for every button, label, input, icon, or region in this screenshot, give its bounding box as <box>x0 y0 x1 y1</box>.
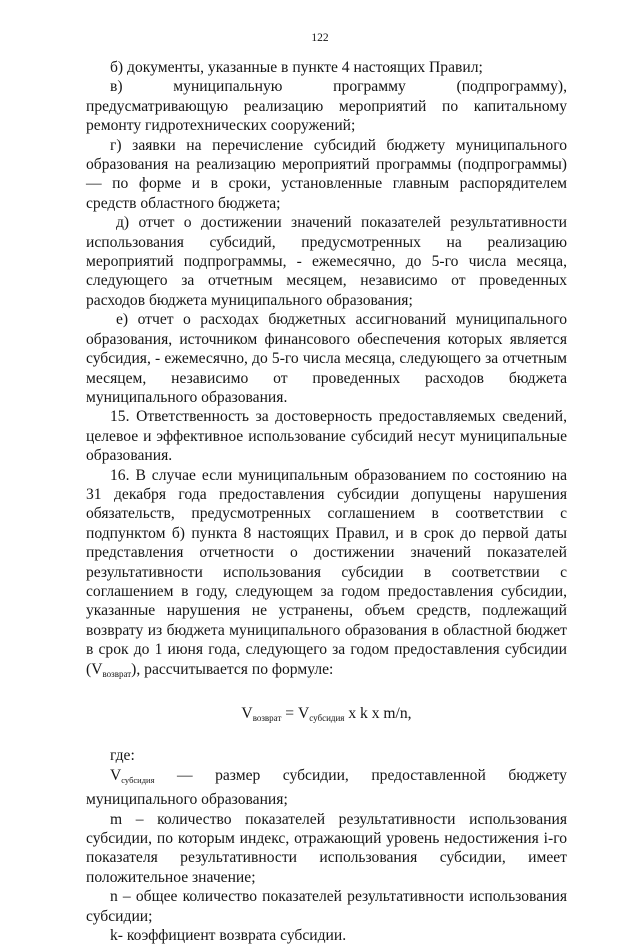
definition-m: m – количество показателей результативности использования субсидии, по которым индекс, отражающий уровень недостижения i-го показателя результативности использования субсидии, имеет положительное значение; <box>86 810 567 886</box>
paragraph-16-text: 16. В случае если муниципальным образованием по состоянию на 31 декабря года предоставления субсидии допущены нарушения обязательств, предусмотренных соглашением в соответствии с подпунктом б) пункта 8 настоящих Правил, и в срок до первой даты представления отчетности о достижении значений показателей результативности использования субсидии в соответствии с соглашением в году, следующем за годом предоставления субсидии, указанные нарушения не устранены, объем средств, подлежащий возврату из бюджета муниципального образования в областной бюджет в срок до 1 июня года, следующего за годом предоставления субсидии (V <box>86 466 567 678</box>
formula <box>86 704 567 728</box>
formula-v-return: V <box>241 705 253 722</box>
item-b: б) документы, указанные в пункте 4 настоящих Правил; <box>110 59 483 76</box>
formula-sub-subsidy: субсидия <box>309 713 345 723</box>
definition-v-word-3: предоставленной <box>371 766 486 784</box>
definition-v <box>86 766 567 790</box>
paragraph-16 <box>86 466 567 684</box>
formula-sub-return: возврат <box>252 713 282 723</box>
definition-n: n – общее количество показателей результативности использования субсидии; <box>86 888 567 925</box>
paragraph-16-subscript: возврат <box>102 668 132 679</box>
definition-v-word-4: бюджету <box>508 766 567 784</box>
paragraph-16-tail: ), рассчитывается по формуле: <box>131 660 334 678</box>
definition-v-word-1: размер <box>215 766 261 784</box>
document-body <box>86 58 567 945</box>
paragraph-15: 15. Ответственность за достоверность предоставляемых сведений, целевое и эффективное использование субсидий несут муниципальные образования. <box>86 408 567 465</box>
definition-v-dash: — <box>176 766 193 784</box>
item-v: в) муниципальную программу (подпрограмму), предусматривающую реализацию мероприятий по капитальному ремонту гидротехнических сооружений; <box>86 78 567 135</box>
definition-v-word-2: субсидии, <box>282 766 349 784</box>
item-g: г) заявки на перечисление субсидий бюджету муниципального образования на реализацию мероприятий программы (подпрограммы) — по форме и в сроки, установленные главным распорядителем средств областного бюджета; <box>86 136 567 212</box>
definition-v-symbol: Vсубсидия <box>110 766 155 785</box>
item-e: е) отчет о расходах бюджетных ассигнований муниципального образования, источником финансового обеспечения которых является субсидия, - ежемесячно, до 5-го числа месяца, следующего за отчетным месяцем, независимо от проведенных расходов бюджета муниципального образования. <box>86 311 567 406</box>
page-number: 122 <box>311 32 329 44</box>
formula-rest: x k x m/n, <box>344 705 412 722</box>
definition-k: k- коэффициент возврата субсидии. <box>110 927 347 945</box>
item-d: д) отчет о достижении значений показателей результативности использования субсидий, предусмотренных на реализацию мероприятий подпрограммы, - ежемесячно, до 5-го числа месяца, следующего за отчетным месяцем, независимо от проведенных расходов бюджета муниципального образования; <box>86 214 567 309</box>
where-label: где: <box>110 747 135 765</box>
definition-v-continuation: муниципального образования; <box>86 791 288 809</box>
formula-equals: = V <box>281 705 310 722</box>
